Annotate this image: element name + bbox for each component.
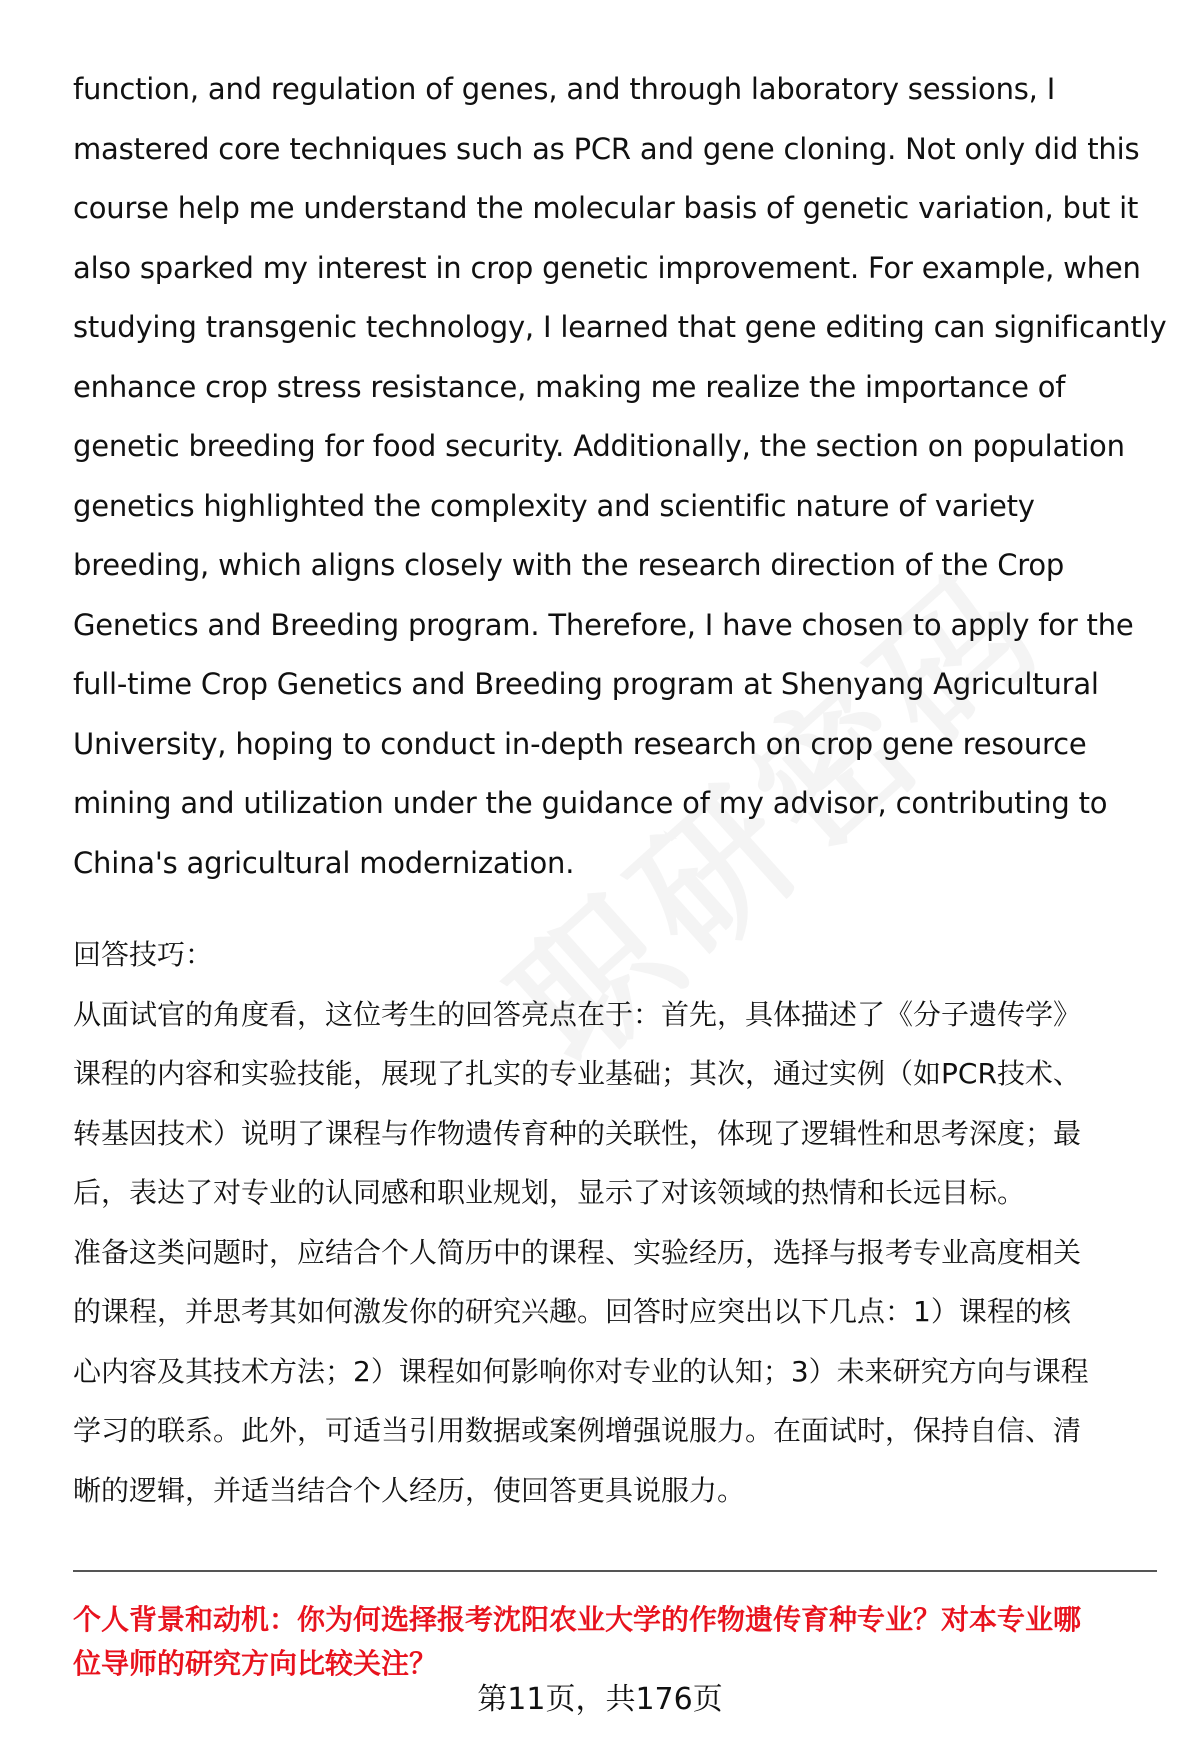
question-line: 个人背景和动机：你为何选择报考沈阳农业大学的作物遗传育种专业？对本专业哪 [73, 1603, 1082, 1636]
next-question-heading [73, 1598, 1163, 1686]
paragraph-line: mastered core techniques such as PCR and gene cloning. Not only did this [73, 131, 1140, 166]
tips-line: 学习的联系。此外，可适当引用数据或案例增强说服力。在面试时，保持自信、清 [73, 1414, 1082, 1447]
section-divider [73, 1570, 1157, 1572]
tips-line: 从面试官的角度看，这位考生的回答亮点在于：首先，具体描述了《分子遗传学》 [73, 997, 1082, 1031]
page-number: 第11页，共176页 [477, 1682, 723, 1717]
paragraph-line: studying transgenic technology, I learned that gene editing can significantly [73, 310, 1167, 344]
tips-line: 的课程，并思考其如何激发你的研究兴趣。回答时应突出以下几点：1）课程的核 [73, 1295, 1071, 1328]
paragraph-line: genetic breeding for food security. Additionally, the section on population [73, 429, 1125, 463]
paragraph-line: enhance crop stress resistance, making me realize the importance of [73, 369, 1066, 404]
tips-heading: 回答技巧： [73, 938, 214, 971]
paragraph-line: function, and regulation of genes, and through laboratory sessions, I [73, 72, 1056, 106]
paragraph-line: mining and utilization under the guidance of my advisor, contributing to [73, 786, 1108, 820]
paragraph-line: also sparked my interest in crop genetic improvement. For example, when [73, 250, 1141, 285]
tips-line: 转基因技术）说明了课程与作物遗传育种的关联性，体现了逻辑性和思考深度；最 [73, 1116, 1082, 1150]
paragraph-line: full-time Crop Genetics and Breeding program at Shenyang Agricultural [73, 667, 1099, 701]
paragraph-line: University, hoping to conduct in-depth research on crop gene resource [73, 726, 1087, 761]
tips-line: 晰的逻辑，并适当结合个人经历，使回答更具说服力。 [73, 1473, 746, 1507]
answer-tips [73, 925, 1153, 1520]
paragraph-line: Genetics and Breeding program. Therefore, I have chosen to apply for the [73, 607, 1134, 642]
paragraph-line: China's agricultural modernization. [73, 845, 575, 880]
answer-paragraph [73, 60, 1167, 893]
tips-line: 准备这类问题时，应结合个人简历中的课程、实验经历，选择与报考专业高度相关 [73, 1235, 1082, 1269]
paragraph-line: genetics highlighted the complexity and scientific nature of variety [73, 488, 1035, 523]
question-line: 位导师的研究方向比较关注？ [73, 1647, 438, 1680]
tips-line: 课程的内容和实验技能，展现了扎实的专业基础；其次，通过实例（如PCR技术、 [73, 1057, 1081, 1090]
paragraph-line: course help me understand the molecular basis of genetic variation, but it [73, 191, 1139, 225]
paragraph-line: breeding, which aligns closely with the research direction of the Crop [73, 548, 1065, 582]
tips-line: 心内容及其技术方法；2）课程如何影响你对专业的认知；3）未来研究方向与课程 [73, 1354, 1089, 1388]
tips-line: 后，表达了对专业的认同感和职业规划，显示了对该领域的热情和长远目标。 [73, 1176, 1026, 1209]
